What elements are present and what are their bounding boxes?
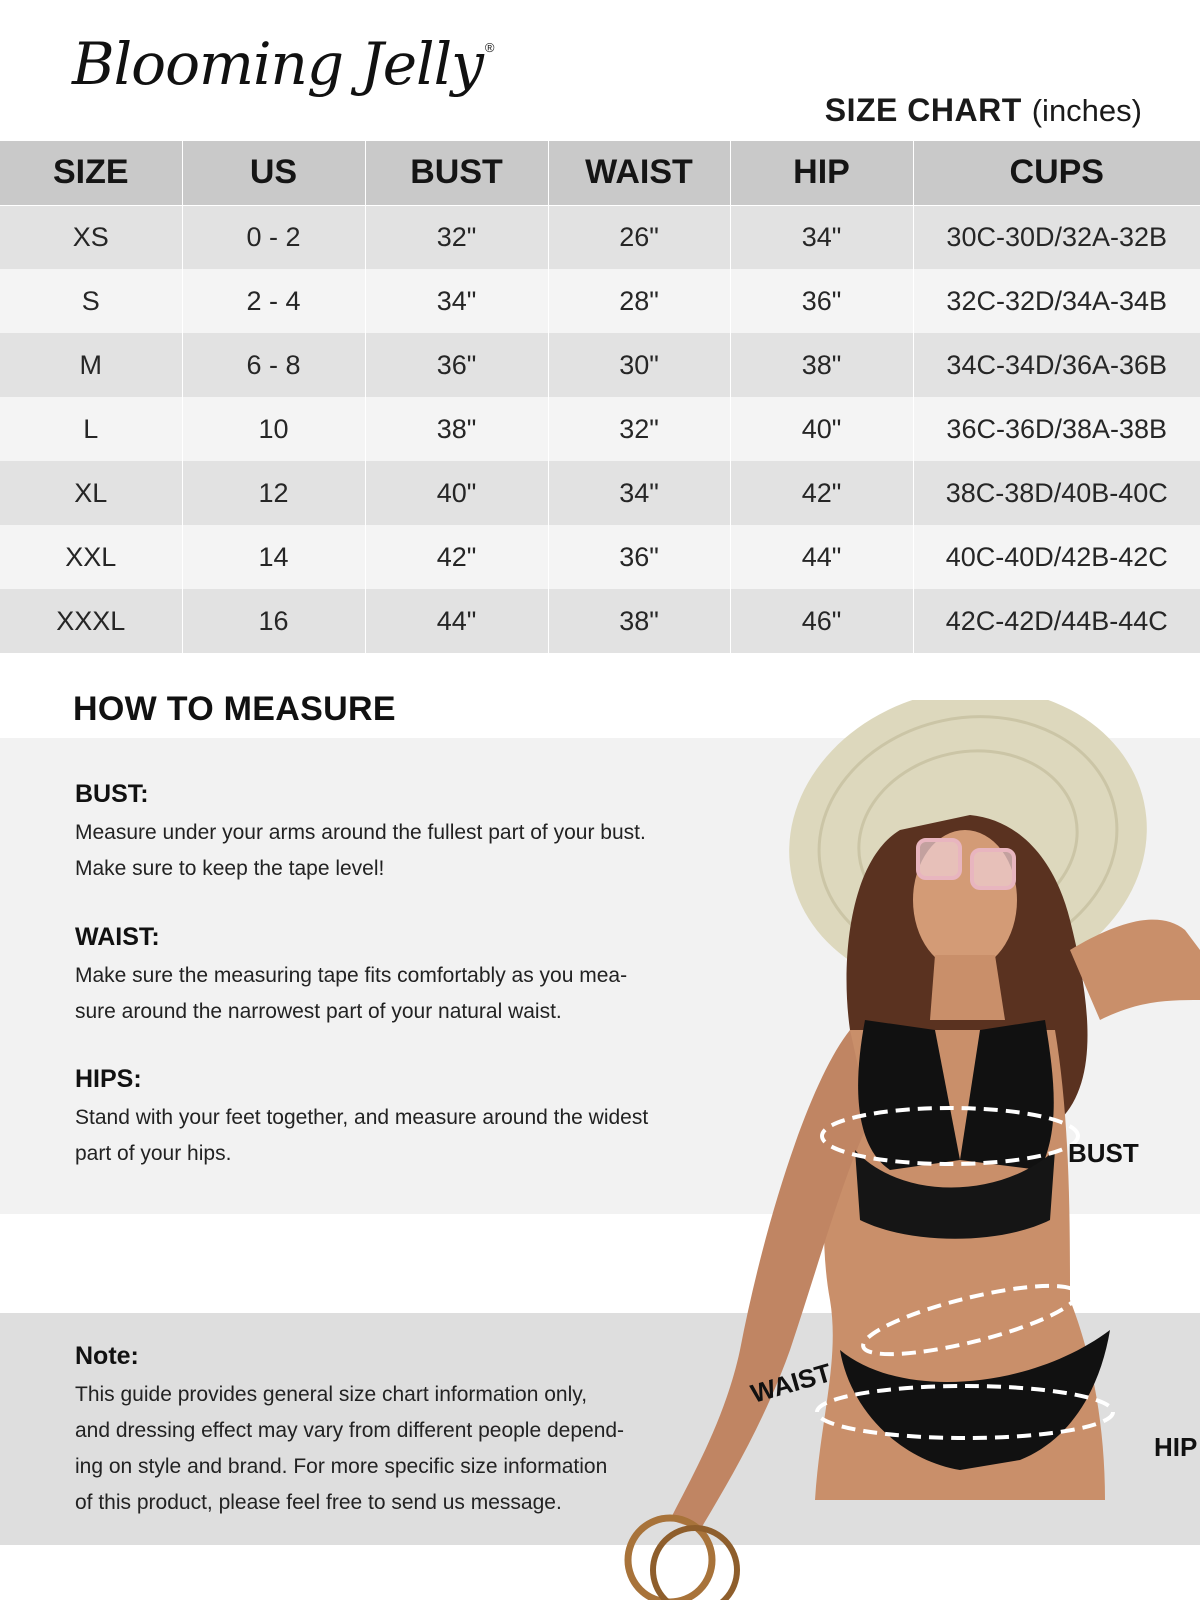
note-heading: Note: <box>75 1342 139 1370</box>
cell-size: XS <box>0 205 182 269</box>
cell-hip: 40" <box>730 397 913 461</box>
waist-line: sure around the narrowest part of your natural waist. <box>75 1000 562 1023</box>
size-chart-unit: (inches) <box>1031 93 1142 128</box>
glasses-left <box>918 840 960 878</box>
cell-bust: 38" <box>365 397 548 461</box>
waist-line: Make sure the measuring tape fits comfortably as you mea- <box>75 964 628 987</box>
cell-us: 12 <box>182 461 365 525</box>
size-chart-title-text: SIZE CHART <box>824 92 1022 128</box>
cell-bust: 40" <box>365 461 548 525</box>
cell-us: 16 <box>182 589 365 653</box>
cell-waist: 34" <box>548 461 730 525</box>
table-row <box>0 461 1200 525</box>
cell-waist: 36" <box>548 525 730 589</box>
cell-size: XXXL <box>0 589 182 653</box>
table-row <box>0 205 1200 269</box>
table-header-row <box>0 141 1200 205</box>
waist-heading: WAIST: <box>75 923 160 951</box>
cell-hip: 34" <box>730 205 913 269</box>
cell-us: 2 - 4 <box>182 269 365 333</box>
cell-hip: 36" <box>730 269 913 333</box>
cell-us: 6 - 8 <box>182 333 365 397</box>
size-chart-title <box>825 92 1142 129</box>
brand-name: Blooming Jelly <box>72 30 483 98</box>
cell-bust: 36" <box>365 333 548 397</box>
header-us: US <box>182 141 365 205</box>
table-row <box>0 589 1200 653</box>
cell-waist: 38" <box>548 589 730 653</box>
cell-cups: 40C-40D/42B-42C <box>913 525 1200 589</box>
cell-bust: 44" <box>365 589 548 653</box>
note-line: ing on style and brand. For more specific size information <box>75 1455 608 1478</box>
model-figure <box>600 700 1200 1600</box>
brand-logo <box>72 30 495 115</box>
hips-heading: HIPS: <box>75 1065 142 1093</box>
cell-size: L <box>0 397 182 461</box>
hips-line: Stand with your feet together, and measure around the widest <box>75 1106 649 1129</box>
waist-label: WAIST <box>747 1357 835 1409</box>
cell-cups: 42C-42D/44B-44C <box>913 589 1200 653</box>
note-line: and dressing effect may vary from different people depend- <box>75 1419 625 1442</box>
bust-heading: BUST: <box>75 780 149 808</box>
cell-cups: 30C-30D/32A-32B <box>913 205 1200 269</box>
cell-hip: 44" <box>730 525 913 589</box>
table-row <box>0 333 1200 397</box>
cell-size: XXL <box>0 525 182 589</box>
note-line: This guide provides general size chart information only, <box>75 1383 588 1406</box>
size-table <box>0 141 1200 653</box>
hip-label: HIP <box>1154 1432 1198 1462</box>
cell-waist: 28" <box>548 269 730 333</box>
cell-waist: 26" <box>548 205 730 269</box>
header-size: SIZE <box>0 141 182 205</box>
header-waist: WAIST <box>548 141 730 205</box>
hips-line: part of your hips. <box>75 1142 232 1165</box>
cell-size: XL <box>0 461 182 525</box>
how-to-measure-title: HOW TO MEASURE <box>73 690 396 728</box>
cell-us: 14 <box>182 525 365 589</box>
cell-bust: 42" <box>365 525 548 589</box>
cell-us: 0 - 2 <box>182 205 365 269</box>
cell-waist: 30" <box>548 333 730 397</box>
bust-label: BUST <box>1068 1138 1139 1168</box>
cell-waist: 32" <box>548 397 730 461</box>
header-bust: BUST <box>365 141 548 205</box>
cell-cups: 32C-32D/34A-34B <box>913 269 1200 333</box>
glasses-right <box>972 850 1014 888</box>
cell-cups: 36C-36D/38A-38B <box>913 397 1200 461</box>
table-row <box>0 269 1200 333</box>
cell-cups: 38C-38D/40B-40C <box>913 461 1200 525</box>
cell-bust: 32" <box>365 205 548 269</box>
bust-line: Make sure to keep the tape level! <box>75 857 385 880</box>
note-line: of this product, please feel free to send us message. <box>75 1491 562 1514</box>
table-row <box>0 397 1200 461</box>
bust-line: Measure under your arms around the fullest part of your bust. <box>75 821 646 844</box>
cell-us: 10 <box>182 397 365 461</box>
header-hip: HIP <box>730 141 913 205</box>
cell-cups: 34C-34D/36A-36B <box>913 333 1200 397</box>
cell-bust: 34" <box>365 269 548 333</box>
cell-hip: 42" <box>730 461 913 525</box>
table-row <box>0 525 1200 589</box>
registered-mark: ® <box>484 40 495 55</box>
cell-size: M <box>0 333 182 397</box>
cell-hip: 46" <box>730 589 913 653</box>
cell-size: S <box>0 269 182 333</box>
header-cups: CUPS <box>913 141 1200 205</box>
cell-hip: 38" <box>730 333 913 397</box>
